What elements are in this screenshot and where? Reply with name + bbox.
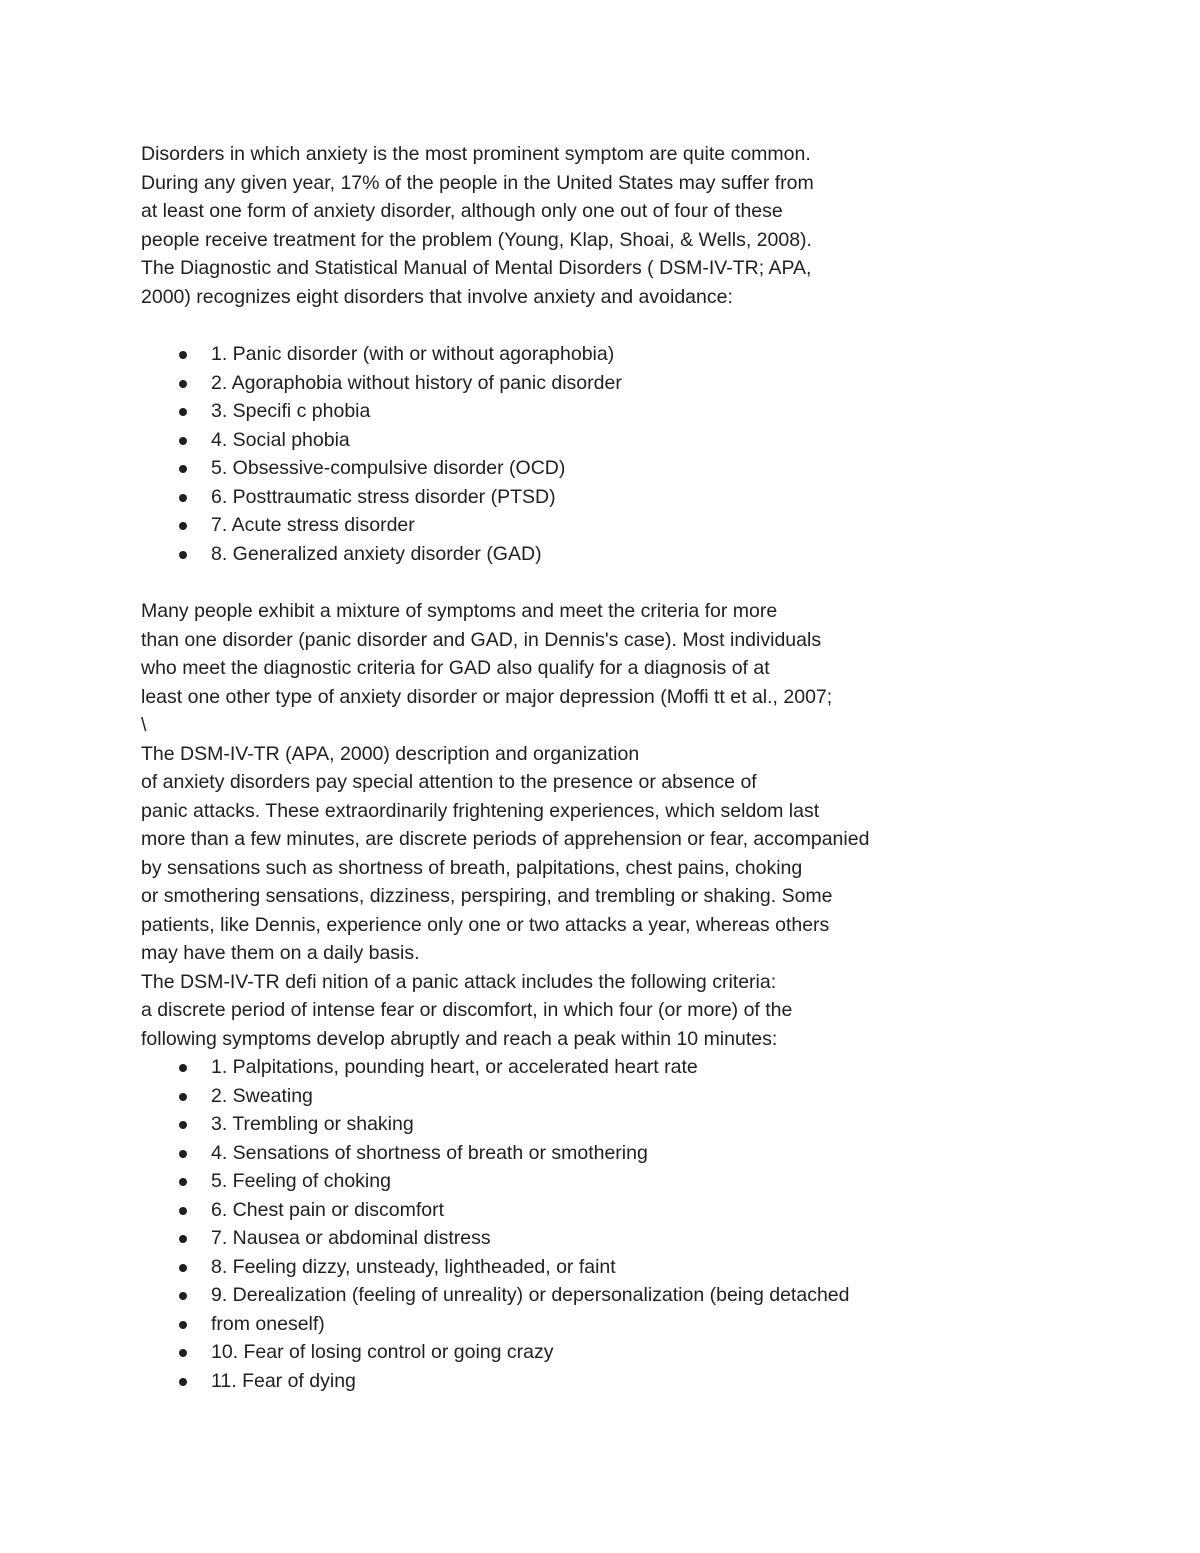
list-item — [176, 397, 622, 426]
list-item-text: 5. Obsessive-compulsive disorder (OCD) — [211, 457, 566, 479]
bullet-icon — [179, 465, 187, 473]
bullet-icon — [179, 1235, 187, 1243]
list-item — [176, 511, 622, 540]
text-line: patients, like Dennis, experience only one or two attacks a year, whereas others — [141, 913, 830, 936]
bullet-icon — [179, 494, 187, 502]
bullet-icon — [179, 1121, 187, 1129]
text-line: panic attacks. These extraordinarily frightening experiences, which seldom last — [141, 799, 820, 822]
list-item — [176, 1253, 849, 1282]
bullet-icon — [179, 408, 187, 416]
list-item-text: 4. Sensations of shortness of breath or smothering — [211, 1141, 648, 1164]
list-item — [176, 340, 622, 369]
text-line: 2000) recognizes eight disorders that involve anxiety and avoidance: — [141, 285, 733, 308]
list-item — [176, 1139, 849, 1168]
list-item-text: 11. Fear of dying — [211, 1369, 356, 1392]
list-item — [176, 1310, 849, 1339]
list-item — [176, 1053, 849, 1082]
list-item-text: 1. Palpitations, pounding heart, or accelerated heart rate — [211, 1056, 698, 1078]
bullet-icon — [179, 1378, 187, 1386]
list-item-text: 3. Trembling or shaking — [211, 1113, 414, 1135]
bullet-icon — [179, 1321, 187, 1329]
text-line: more than a few minutes, are discrete periods of apprehension or fear, accompanied — [141, 828, 870, 850]
bullet-icon — [179, 1207, 187, 1215]
list-item-text: 6. Chest pain or discomfort — [211, 1198, 445, 1221]
text-line: least one other type of anxiety disorder or major depression (Moffi tt et al., 2007; — [141, 685, 833, 708]
list-item-text: 9. Derealization (feeling of unreality) or depersonalization (being detached — [211, 1284, 850, 1306]
list-item-text: 6. Posttraumatic stress disorder (PTSD) — [211, 485, 556, 508]
text-line: \ — [141, 714, 147, 736]
list-item — [176, 1338, 849, 1367]
text-line: following symptoms develop abruptly and reach a peak within 10 minutes: — [141, 1027, 778, 1050]
text-line: or smothering sensations, dizziness, perspiring, and trembling or shaking. Some — [141, 885, 833, 907]
list-item — [176, 1196, 849, 1225]
text-line: of anxiety disorders pay special attention to the presence or absence of — [141, 771, 757, 793]
list-item-text: from oneself) — [211, 1312, 325, 1335]
list-item — [176, 1110, 849, 1139]
text-line: a discrete period of intense fear or discomfort, in which four (or more) of the — [141, 999, 793, 1021]
list-item-text: 7. Acute stress disorder — [211, 514, 415, 536]
bullet-icon — [179, 1178, 187, 1186]
list-item — [176, 369, 622, 398]
list-item — [176, 454, 622, 483]
list-item-text: 8. Generalized anxiety disorder (GAD) — [211, 542, 542, 565]
discussion-paragraph — [141, 597, 869, 1053]
bullet-icon — [179, 1292, 187, 1300]
text-line: may have them on a daily basis. — [141, 942, 420, 964]
list-item-text: 2. Sweating — [211, 1084, 313, 1107]
intro-paragraph — [141, 140, 814, 311]
bullet-icon — [179, 1264, 187, 1272]
list-item-text: 5. Feeling of choking — [211, 1170, 391, 1192]
list-item — [176, 1367, 849, 1396]
list-item — [176, 1224, 849, 1253]
list-item — [176, 426, 622, 455]
text-line: Many people exhibit a mixture of symptoms and meet the criteria for more — [141, 600, 778, 622]
list-item — [176, 540, 622, 569]
symptoms-list — [176, 1053, 849, 1395]
text-line: The DSM-IV-TR defi nition of a panic attack includes the following criteria: — [141, 970, 777, 993]
list-item-text: 2. Agoraphobia without history of panic disorder — [211, 371, 622, 394]
text-line: by sensations such as shortness of breath, palpitations, chest pains, choking — [141, 856, 803, 879]
bullet-icon — [179, 1150, 187, 1158]
text-line: During any given year, 17% of the people in the United States may suffer from — [141, 171, 814, 194]
bullet-icon — [179, 437, 187, 445]
list-item — [176, 483, 622, 512]
bullet-icon — [179, 1064, 187, 1072]
bullet-icon — [179, 1349, 187, 1357]
list-item — [176, 1082, 849, 1111]
list-item-text: 7. Nausea or abdominal distress — [211, 1227, 491, 1249]
text-line: than one disorder (panic disorder and GAD, in Dennis's case). Most individuals — [141, 628, 822, 651]
list-item-text: 10. Fear of losing control or going crazy — [211, 1341, 554, 1363]
list-item-text: 1. Panic disorder (with or without agoraphobia) — [211, 343, 615, 365]
list-item — [176, 1281, 849, 1310]
list-item-text: 8. Feeling dizzy, unsteady, lightheaded, or faint — [211, 1255, 616, 1278]
text-line: The DSM-IV-TR (APA, 2000) description and organization — [141, 742, 640, 765]
text-line: who meet the diagnostic criteria for GAD also qualify for a diagnosis of at — [141, 657, 770, 679]
bullet-icon — [179, 551, 187, 559]
bullet-icon — [179, 351, 187, 359]
bullet-icon — [179, 522, 187, 530]
list-item-text: 4. Social phobia — [211, 428, 350, 451]
text-line: The Diagnostic and Statistical Manual of Mental Disorders ( DSM-IV-TR; APA, — [141, 257, 812, 279]
text-line: at least one form of anxiety disorder, although only one out of four of these — [141, 200, 783, 222]
text-line: people receive treatment for the problem (Young, Klap, Shoai, & Wells, 2008). — [141, 228, 812, 251]
bullet-icon — [179, 1093, 187, 1101]
disorders-list — [176, 340, 622, 568]
text-line: Disorders in which anxiety is the most prominent symptom are quite common. — [141, 143, 811, 165]
list-item — [176, 1167, 849, 1196]
list-item-text: 3. Specifi c phobia — [211, 400, 371, 422]
bullet-icon — [179, 380, 187, 388]
